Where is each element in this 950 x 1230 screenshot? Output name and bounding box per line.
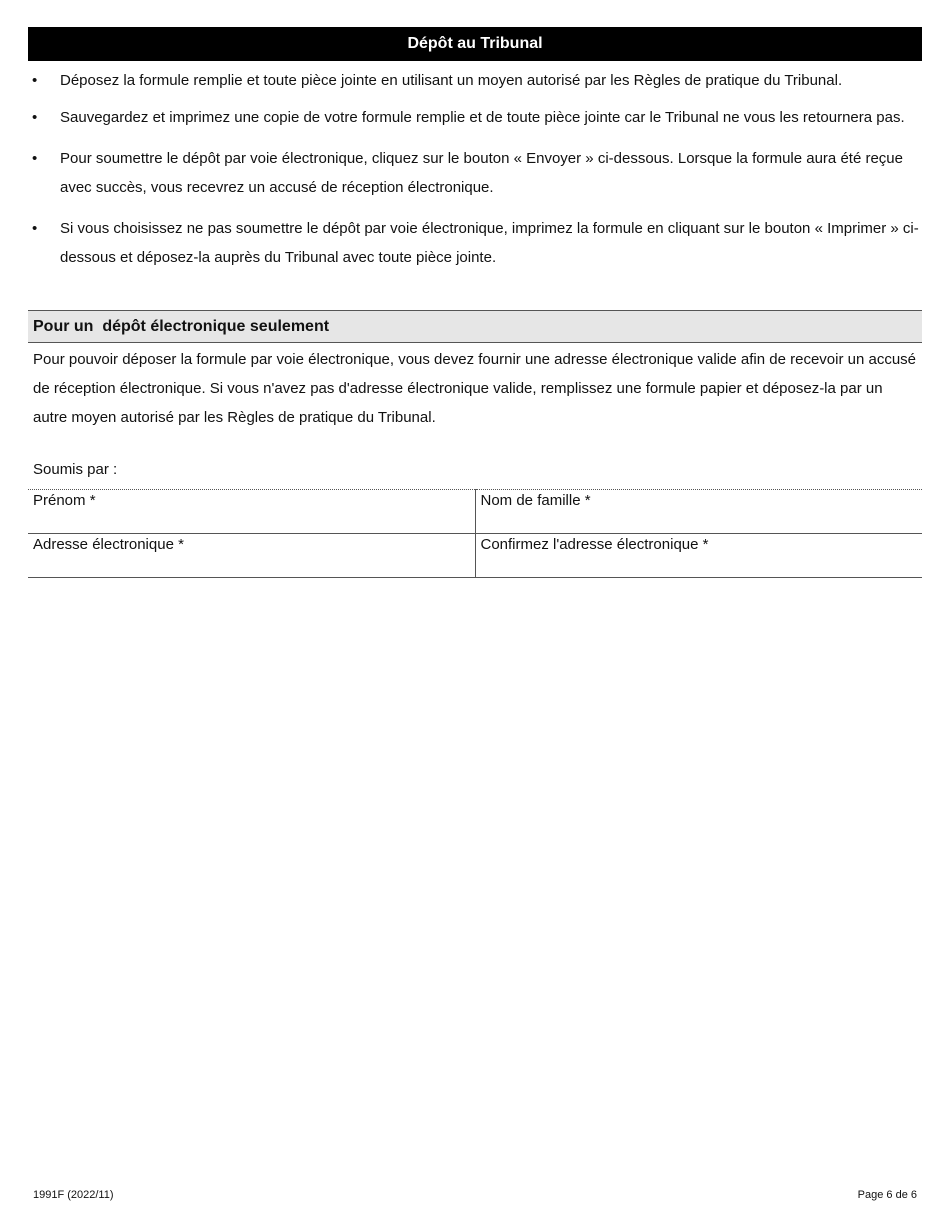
instruction-text: Si vous choisissez ne pas soumettre le dépôt par voie électronique, imprimez la formule en cliquant sur le bouton « Imprimer » ci-dessous et déposez-la auprès du Tribunal avec toute pièce jointe.	[60, 220, 919, 266]
bullet-icon: •	[32, 72, 38, 89]
instruction-text: Sauvegardez et imprimez une copie de votre formule remplie et de toute pièce jointe car le Tribunal ne vous les retournera pas.	[60, 109, 905, 126]
electronic-filing-text: Pour pouvoir déposer la formule par voie électronique, vous devez fournir une adresse électronique valide afin de recevoir un accusé de réception électronique. Si vous n'avez pas d'adresse électronique valide, remplissez une formule papier et déposez-la par un autre moyen autorisé par les Règles de pratique du Tribunal.	[33, 351, 917, 426]
section-header-title: Dépôt au Tribunal	[407, 35, 543, 52]
email-label: Adresse électronique *	[33, 536, 184, 553]
bullet-icon: •	[32, 220, 38, 237]
instruction-text: Pour soumettre le dépôt par voie électronique, cliquez sur le bouton « Envoyer » ci-dessous. Lorsque la formule aura été reçue avec succès, vous recevrez un accusé de réception électronique.	[60, 150, 903, 196]
submitted-by-label: Soumis par :	[33, 461, 118, 478]
instruction-item	[28, 144, 922, 202]
first-name-field[interactable]	[28, 490, 475, 534]
instruction-item	[28, 66, 922, 95]
submitter-fields-table	[28, 489, 922, 578]
electronic-filing-header	[28, 310, 922, 343]
form-id: 1991F (2022/11)	[33, 1189, 114, 1201]
electronic-filing-title: Pour un dépôt électronique seulement	[33, 317, 330, 335]
confirm-email-field[interactable]	[475, 534, 922, 578]
instruction-item	[28, 103, 922, 132]
instructions-list	[28, 66, 922, 284]
email-field[interactable]	[28, 534, 475, 578]
last-name-field[interactable]	[475, 490, 922, 534]
page-section-header	[28, 27, 922, 61]
confirm-email-label: Confirmez l'adresse électronique *	[480, 536, 709, 553]
first-name-label: Prénom *	[33, 492, 96, 509]
page-number: Page 6 de 6	[857, 1189, 917, 1201]
bullet-icon: •	[32, 109, 38, 126]
instruction-item	[28, 214, 922, 272]
last-name-label: Nom de famille *	[480, 492, 591, 509]
instruction-text: Déposez la formule remplie et toute pièce jointe en utilisant un moyen autorisé par les Règles de pratique du Tribunal.	[60, 72, 843, 89]
bullet-icon: •	[32, 150, 38, 167]
